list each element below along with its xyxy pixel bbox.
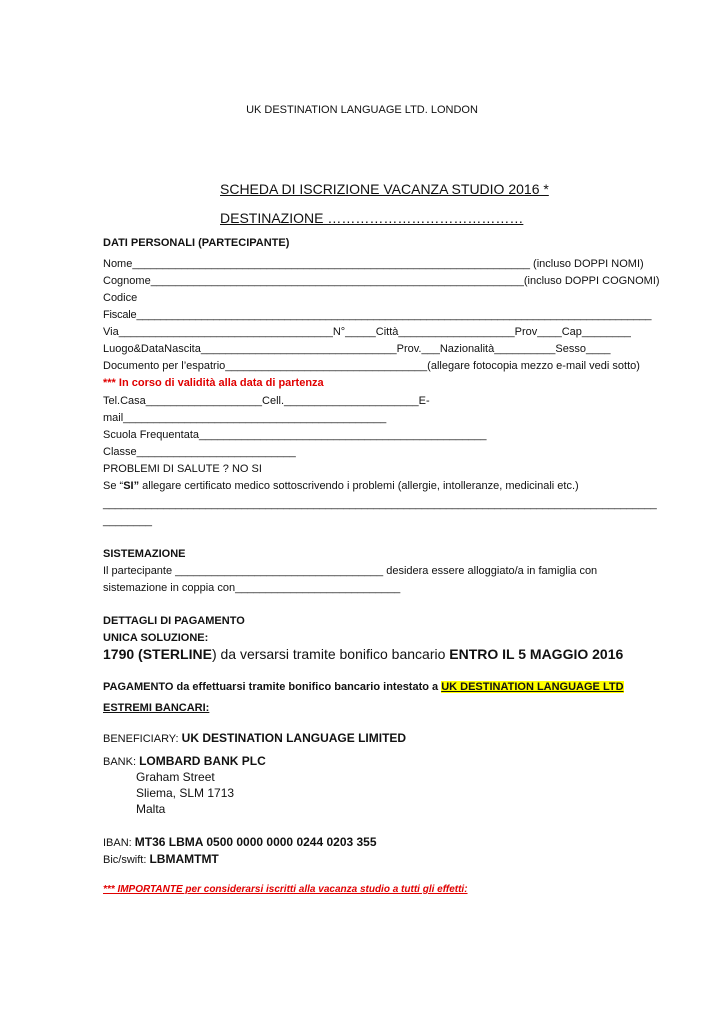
accommodation-line2[interactable]: sistemazione in coppia con___________________________ [103, 582, 401, 594]
school-field[interactable]: Scuola Frequentata_______________________________________________ [103, 429, 487, 441]
amount-text: ) da versarsi tramite bonifico bancario [211, 646, 450, 662]
accommodation-heading: SISTEMAZIONE [103, 548, 186, 560]
address-field[interactable]: Via___________________________________N°_____Città___________________Prov____Cap________ [103, 326, 631, 338]
deadline: ENTRO IL 5 MAGGIO 2016 [449, 646, 624, 662]
accommodation-line1[interactable]: Il partecipante __________________________________ desidera essere alloggiato/a in famiglia con [103, 565, 598, 577]
cognome-field[interactable]: Cognome_____________________________________________________________(incluso DOPPI COGNOMI) [103, 275, 660, 287]
bic-label: Bic/swift: [103, 854, 150, 866]
transfer-instruction [103, 680, 624, 694]
health-se-prefix: Se “ [103, 480, 124, 492]
payment-heading: DETTAGLI DI PAGAMENTO [103, 615, 245, 627]
bank-line [103, 754, 266, 769]
nome-field[interactable]: Nome_________________________________________________________________ (incluso DOPPI NOMI) [103, 258, 644, 270]
company-header: UK DESTINATION LANGUAGE LTD. LONDON [246, 104, 478, 116]
iban-value: MT36 LBMA 0500 0000 0000 0244 0203 355 [134, 835, 377, 849]
beneficiary-value: UK DESTINATION LANGUAGE LIMITED [181, 731, 407, 745]
personal-data-heading: DATI PERSONALI (PARTECIPANTE) [103, 237, 290, 249]
bank-label: BANK: [103, 756, 140, 768]
iban-label: IBAN: [103, 837, 135, 849]
transfer-text: PAGAMENTO da effettuarsi tramite bonifico bancario intestato a [103, 681, 442, 693]
bank-details-heading: ESTREMI BANCARI: [103, 702, 210, 714]
single-payment-label: UNICA SOLUZIONE: [103, 632, 209, 644]
bic-value: LBMAMTMT [149, 852, 219, 866]
health-question[interactable]: PROBLEMI DI SALUTE ? NO SI [103, 463, 262, 475]
health-instruction [103, 479, 579, 493]
document-field[interactable]: Documento per l’espatrio_________________________________(allegare fotocopia mezzo e-mail vedi sotto) [103, 360, 640, 372]
beneficiary-line [103, 731, 406, 746]
iban-line [103, 835, 377, 850]
amount-value: 1790 (STERLINE [103, 646, 212, 662]
bank-address-3: Malta [136, 802, 166, 816]
birth-field[interactable]: Luogo&DataNascita________________________________Prov.___Nazionalità__________Sesso____ [103, 343, 611, 355]
important-note: *** IMPORTANTE per considerarsi iscritti alla vacanza studio a tutti gli effetti: [103, 884, 468, 895]
health-line-long[interactable]: ____________________________________________________________________________________________ [103, 498, 657, 510]
bank-address-1: Graham Street [136, 770, 215, 784]
phone-field[interactable]: Tel.Casa___________________Cell.______________________E- [103, 395, 430, 407]
validity-note: *** In corso di validità alla data di partenza [103, 377, 324, 389]
form-title: SCHEDA DI ISCRIZIONE VACANZA STUDIO 2016 * [220, 181, 549, 197]
payment-amount [103, 646, 623, 663]
bank-value: LOMBARD BANK PLC [139, 754, 266, 768]
beneficiary-label: BENEFICIARY: [103, 733, 182, 745]
email-field[interactable]: mail___________________________________________ [103, 412, 387, 424]
codice-label: Codice [103, 292, 138, 304]
health-si: SI” [123, 480, 140, 492]
fiscale-field[interactable]: Fiscale_______________________________________________________________________________________ [103, 309, 652, 321]
bank-address-2: Sliema, SLM 1713 [136, 786, 235, 800]
destination-title: DESTINAZIONE …………………………………… [220, 210, 524, 226]
health-text: allegare certificato medico sottoscrivendo i problemi (allergie, intolleranze, medicinali etc.) [139, 480, 579, 492]
bic-line [103, 852, 219, 867]
class-field[interactable]: Classe__________________________ [103, 446, 296, 458]
transfer-beneficiary: UK DESTINATION LANGUAGE LTD [441, 681, 624, 693]
health-line-short[interactable]: ________ [103, 515, 152, 527]
